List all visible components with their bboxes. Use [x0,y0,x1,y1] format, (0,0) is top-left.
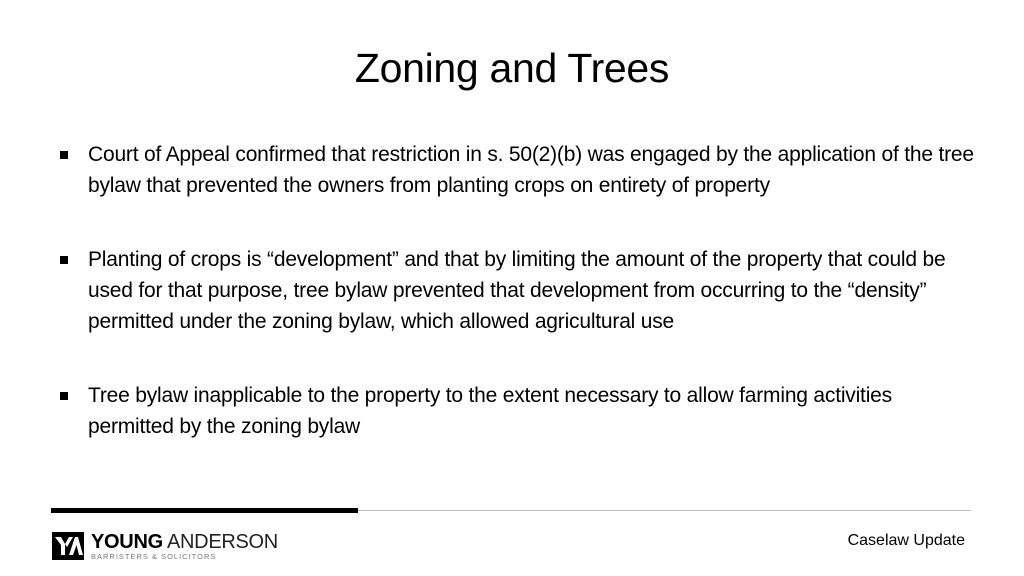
slide-title: Zoning and Trees [354,45,670,91]
bullet-item [56,244,976,337]
square-bullet-icon [60,256,68,264]
logo-name-young: YOUNG [91,530,163,553]
square-bullet-icon [60,392,68,400]
logo-text [91,532,278,561]
young-anderson-logo [52,531,278,561]
bullet-text: Planting of crops is “development” and that by limiting the amount of the property that could be used for that purpose, tree bylaw prevented that development from occurring to the “density” permitted under the zoning bylaw, which allowed agricultural use [88,248,946,333]
logo-name-anderson: ANDERSON [167,530,278,553]
footer-accent-bar [51,508,358,513]
logo-name [91,532,278,552]
bullet-text: Tree bylaw inapplicable to the property to the extent necessary to allow farming activities permitted by the zoning bylaw [88,384,892,438]
footer-label: Caselaw Update [847,532,965,549]
ya-logo-mark-icon [52,532,84,560]
bullet-text: Court of Appeal confirmed that restriction in s. 50(2)(b) was engaged by the application of the tree bylaw that prevented the owners from planting crops on entirety of property [88,143,974,197]
bullet-item [56,139,976,201]
square-bullet-icon [60,151,68,159]
bullet-item [56,380,976,442]
bullet-list [56,139,976,442]
logo-tagline: BARRISTERS & SOLICITORS [91,551,217,561]
